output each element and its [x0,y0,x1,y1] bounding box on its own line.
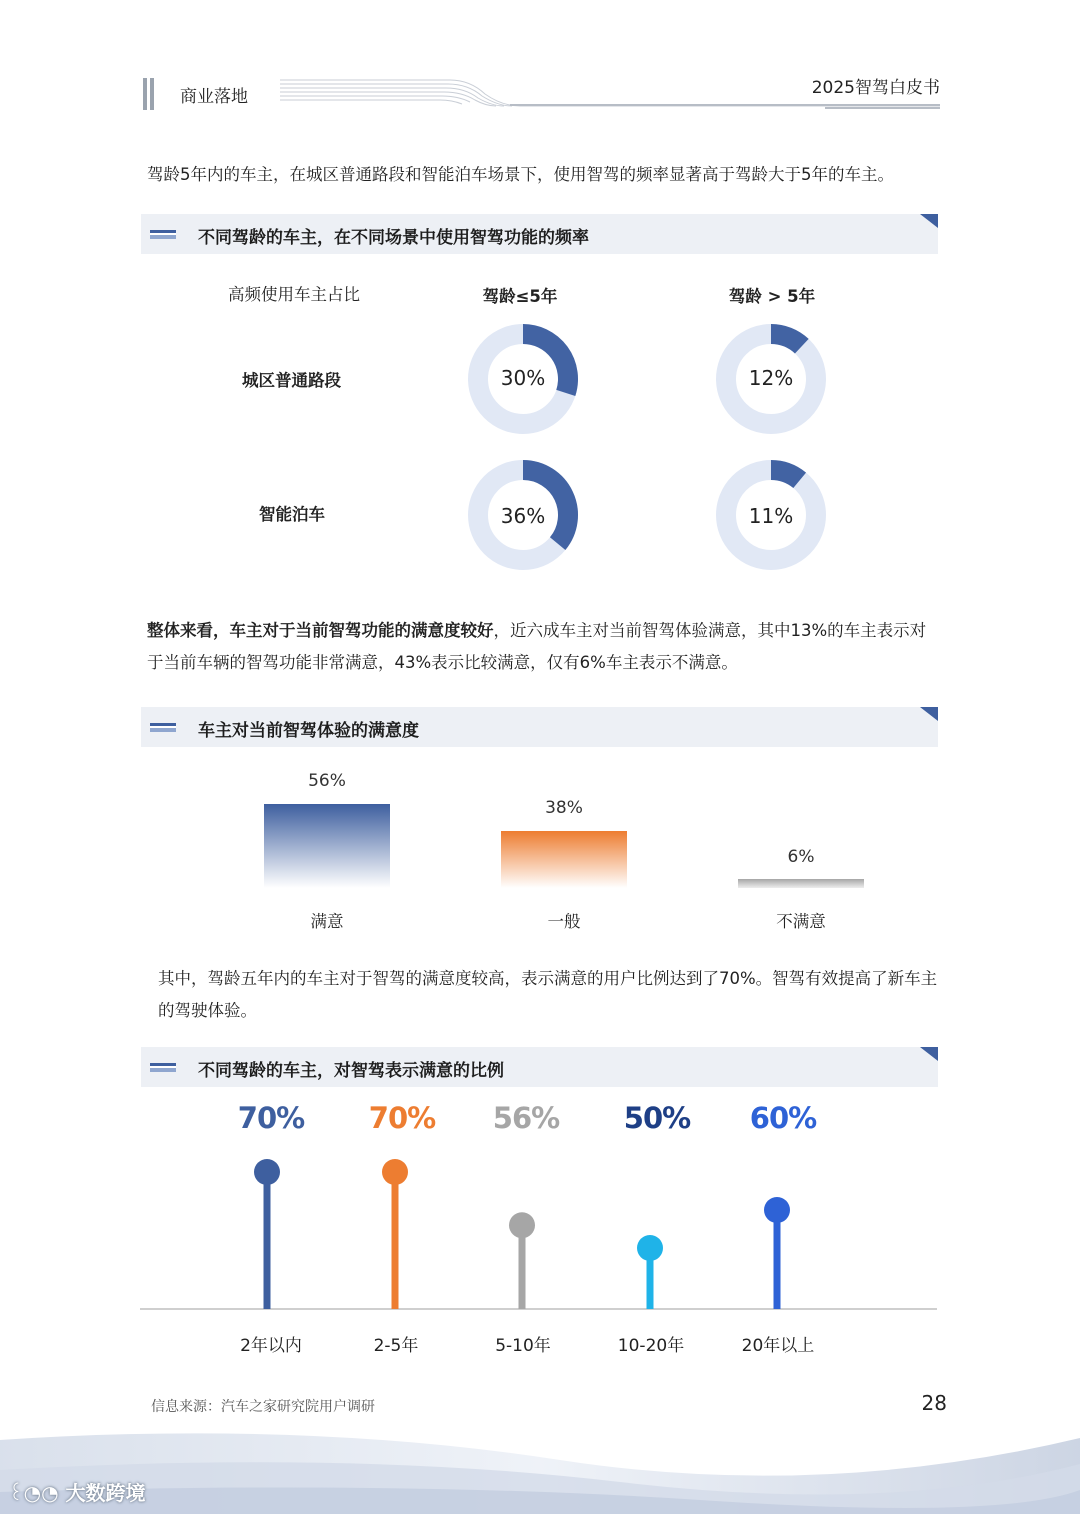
lollipop-label-1: 70% [368,1101,436,1135]
donut-value-parking-gt5: 11% [748,504,794,528]
experience-paragraph: 其中，驾龄五年内的车主对于智驾的满意度较高，表示满意的用户比例达到了70%。智驾有效提高了新车主的驾驶体验。 [158,969,938,1020]
lollipop-category-1: 2-5年 [373,1336,419,1356]
intro-paragraph: 驾龄5年内的车主，在城区普通路段和智能泊车场景下，使用智驾的频率显著高于驾龄大于5年的车主。 [147,165,894,184]
corner-triangle-decoration [920,1047,938,1061]
lollipop-label-4: 60% [749,1101,817,1135]
row-label-smart-parking: 智能泊车 [259,505,325,524]
lollipop-category-2: 5-10年 [495,1336,551,1356]
satisfaction-paragraph-rest: ，近六成车主对当前智驾体验满意，其中13%的车主表示对于当前车辆的智驾功能非常满意，43%表示比较满意，仅有6%车主表示不满意。 [147,621,927,672]
donut-value-urban-gt5: 12% [748,366,794,390]
section-title: 车主对当前智驾体验的满意度 [198,721,419,741]
lollipop-category-4: 20年以上 [741,1336,815,1356]
section-header-satisfaction [141,707,938,747]
lollipop-label-2: 56% [492,1101,560,1135]
bar-category-neutral: 一般 [547,912,581,931]
row-label-urban-road: 城区普通路段 [242,371,341,390]
section-marker-icon [150,723,176,732]
section-marker-icon [150,1063,176,1072]
footer-wave-decoration [0,1420,1080,1514]
footer-source: 信息来源：汽车之家研究院用户调研 [151,1399,375,1415]
header-section-name: 商业落地 [180,87,248,107]
section-title: 不同驾龄的车主，在不同场景中使用智驾功能的频率 [198,228,589,248]
donut-slice-3 [771,470,800,480]
watermark-logo [8,1477,146,1506]
bar-不满意 [738,879,864,888]
bar-满意 [264,804,390,888]
bar-value-unsatisfied: 6% [787,847,815,867]
satisfaction-paragraph-bold: 整体来看，车主对于当前智驾功能的满意度较好 [147,621,494,640]
section-header-satisfaction-by-age [141,1047,938,1087]
donut-value-urban-le5: 30% [500,366,546,390]
donut-slice-1 [771,334,802,346]
lollipop-category-3: 10-20年 [617,1336,685,1356]
bar-category-unsatisfied: 不满意 [776,912,826,931]
header-doc-title: 2025智驾白皮书 [811,78,940,98]
col-header-le5: 驾龄≤5年 [482,287,558,306]
lollipop-dot-1 [382,1159,408,1185]
lollipop-dot-4 [764,1197,790,1223]
col-header-gt5: 驾龄 > 5年 [728,287,816,306]
bar-一般 [501,831,627,888]
lollipop-dot-3 [637,1235,663,1261]
watermark-icon: ꒰◔◔ [8,1481,59,1505]
watermark-text: 大数跨境 [65,1481,146,1505]
bar-category-satisfied: 满意 [310,912,344,931]
page-number: 28 [921,1391,947,1415]
lollipop-label-0: 70% [237,1101,305,1135]
lollipop-dot-2 [509,1212,535,1238]
lollipop-label-3: 50% [623,1101,691,1135]
row-header-label: 高频使用车主占比 [228,285,360,304]
corner-triangle-decoration [920,707,938,721]
section-title: 不同驾龄的车主，对智驾表示满意的比例 [198,1061,504,1081]
bar-value-neutral: 38% [545,798,583,818]
satisfaction-paragraph [147,615,937,679]
donut-value-parking-le5: 36% [500,504,546,528]
lollipop-dot-0 [254,1159,280,1185]
lollipop-category-0: 2年以内 [240,1336,302,1356]
bar-value-satisfied: 56% [308,771,346,791]
